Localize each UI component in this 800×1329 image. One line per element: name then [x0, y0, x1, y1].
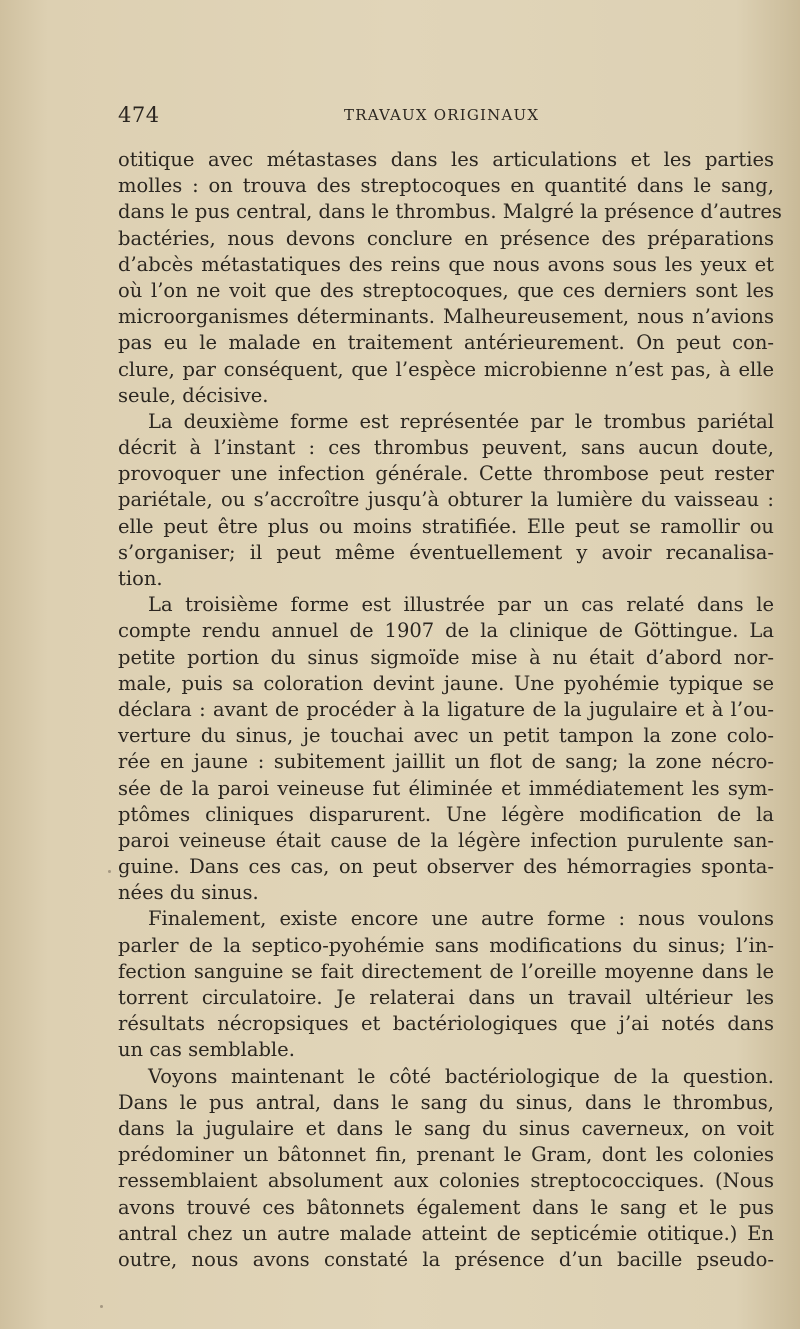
- text-line: résultats nécropsiques et bactériologiques que j’ai notés dans: [118, 1012, 774, 1036]
- text-line: un cas semblable.: [118, 1038, 295, 1062]
- text-line: clure, par conséquent, que l’espèce microbienne n’est pas, à elle: [118, 357, 774, 381]
- text-line: tion.: [118, 567, 163, 590]
- text-line: guine. Dans ces cas, on peut observer des hémorragies sponta-: [118, 855, 774, 879]
- text-line: s’organiser; il peut même éventuellement y avoir recanalisa-: [118, 540, 774, 564]
- text-line: nées du sinus.: [118, 881, 259, 905]
- running-head: TRAVAUX ORIGINAUX: [344, 106, 540, 124]
- text-line: paroi veineuse était cause de la légère infection purulente san-: [118, 828, 774, 852]
- text-line: où l’on ne voit que des streptocoques, que ces derniers sont les: [118, 278, 774, 302]
- text-line: d’abcès métastatiques des reins que nous avons sous les yeux et: [118, 252, 774, 276]
- text-line: seule, décisive.: [118, 383, 269, 407]
- text-line: décrit à l’instant : ces thrombus peuvent, sans aucun doute,: [118, 436, 774, 460]
- text-line: Finalement, existe encore une autre forme : nous voulons: [148, 907, 774, 931]
- text-line: pas eu le malade en traitement antérieurement. On peut con-: [118, 331, 774, 355]
- text-line: compte rendu annuel de 1907 de la clinique de Göttingue. La: [118, 619, 774, 643]
- text-line: dans le pus central, dans le thrombus. Malgré la présence d’autres: [118, 200, 782, 224]
- text-line: La troisième forme est illustrée par un cas relaté dans le: [148, 593, 774, 617]
- text-line: torrent circulatoire. Je relaterai dans un travail ultérieur les: [118, 986, 774, 1009]
- text-line: Dans le pus antral, dans le sang du sinus, dans le thrombus,: [118, 1090, 774, 1114]
- text-line: verture du sinus, je touchai avec un petit tampon la zone colo-: [118, 724, 774, 748]
- text-line: provoquer une infection générale. Cette thrombose peut rester: [118, 462, 774, 486]
- body-text: [118, 147, 782, 1273]
- text-line: parler de la septico-pyohémie sans modifications du sinus; l’in-: [118, 933, 774, 957]
- text-line: elle peut être plus ou moins stratifiée. Elle peut se ramollir ou: [118, 514, 774, 538]
- text-line: pariétale, ou s’accroître jusqu’à obturer la lumière du vaisseau :: [118, 488, 774, 512]
- text-line: prédominer un bâtonnet fin, prenant le Gram, dont les colonies: [118, 1143, 774, 1167]
- text-line: ptômes cliniques disparurent. Une légère modification de la: [118, 802, 774, 826]
- text-line: bactéries, nous devons conclure en présence des préparations: [118, 226, 774, 250]
- text-line: déclara : avant de procéder à la ligature de la jugulaire et à l’ou-: [118, 697, 774, 721]
- paper-speck: [108, 870, 111, 873]
- text-line: microorganismes déterminants. Malheureusement, nous n’avions: [118, 305, 774, 329]
- text-line: dans la jugulaire et dans le sang du sinus caverneux, on voit: [118, 1116, 774, 1140]
- text-line: petite portion du sinus sigmoïde mise à nu était d’abord nor-: [118, 645, 774, 669]
- paper-speck: [100, 1305, 103, 1308]
- text-line: outre, nous avons constaté la présence d’un bacille pseudo-: [118, 1247, 774, 1271]
- text-line: ressemblaient absolument aux colonies streptococciques. (Nous: [118, 1169, 774, 1193]
- page-number: 474: [118, 103, 160, 127]
- text-line: molles : on trouva des streptocoques en quantité dans le sang,: [118, 174, 774, 198]
- text-line: La deuxième forme est représentée par le trombus pariétal: [148, 409, 774, 433]
- text-line: sée de la paroi veineuse fut éliminée et immédiatement les sym-: [118, 776, 774, 800]
- text-line: rée en jaune : subitement jaillit un flot de sang; la zone nécro-: [118, 750, 774, 774]
- text-line: otitique avec métastases dans les articulations et les parties: [118, 148, 774, 171]
- text-line: fection sanguine se fait directement de l’oreille moyenne dans le: [118, 959, 774, 983]
- text-line: antral chez un autre malade atteint de septicémie otitique.) En: [118, 1221, 774, 1245]
- text-line: avons trouvé ces bâtonnets également dans le sang et le pus: [118, 1195, 774, 1219]
- text-line: Voyons maintenant le côté bactériologique de la question.: [148, 1064, 774, 1088]
- text-line: male, puis sa coloration devint jaune. Une pyohémie typique se: [118, 671, 774, 695]
